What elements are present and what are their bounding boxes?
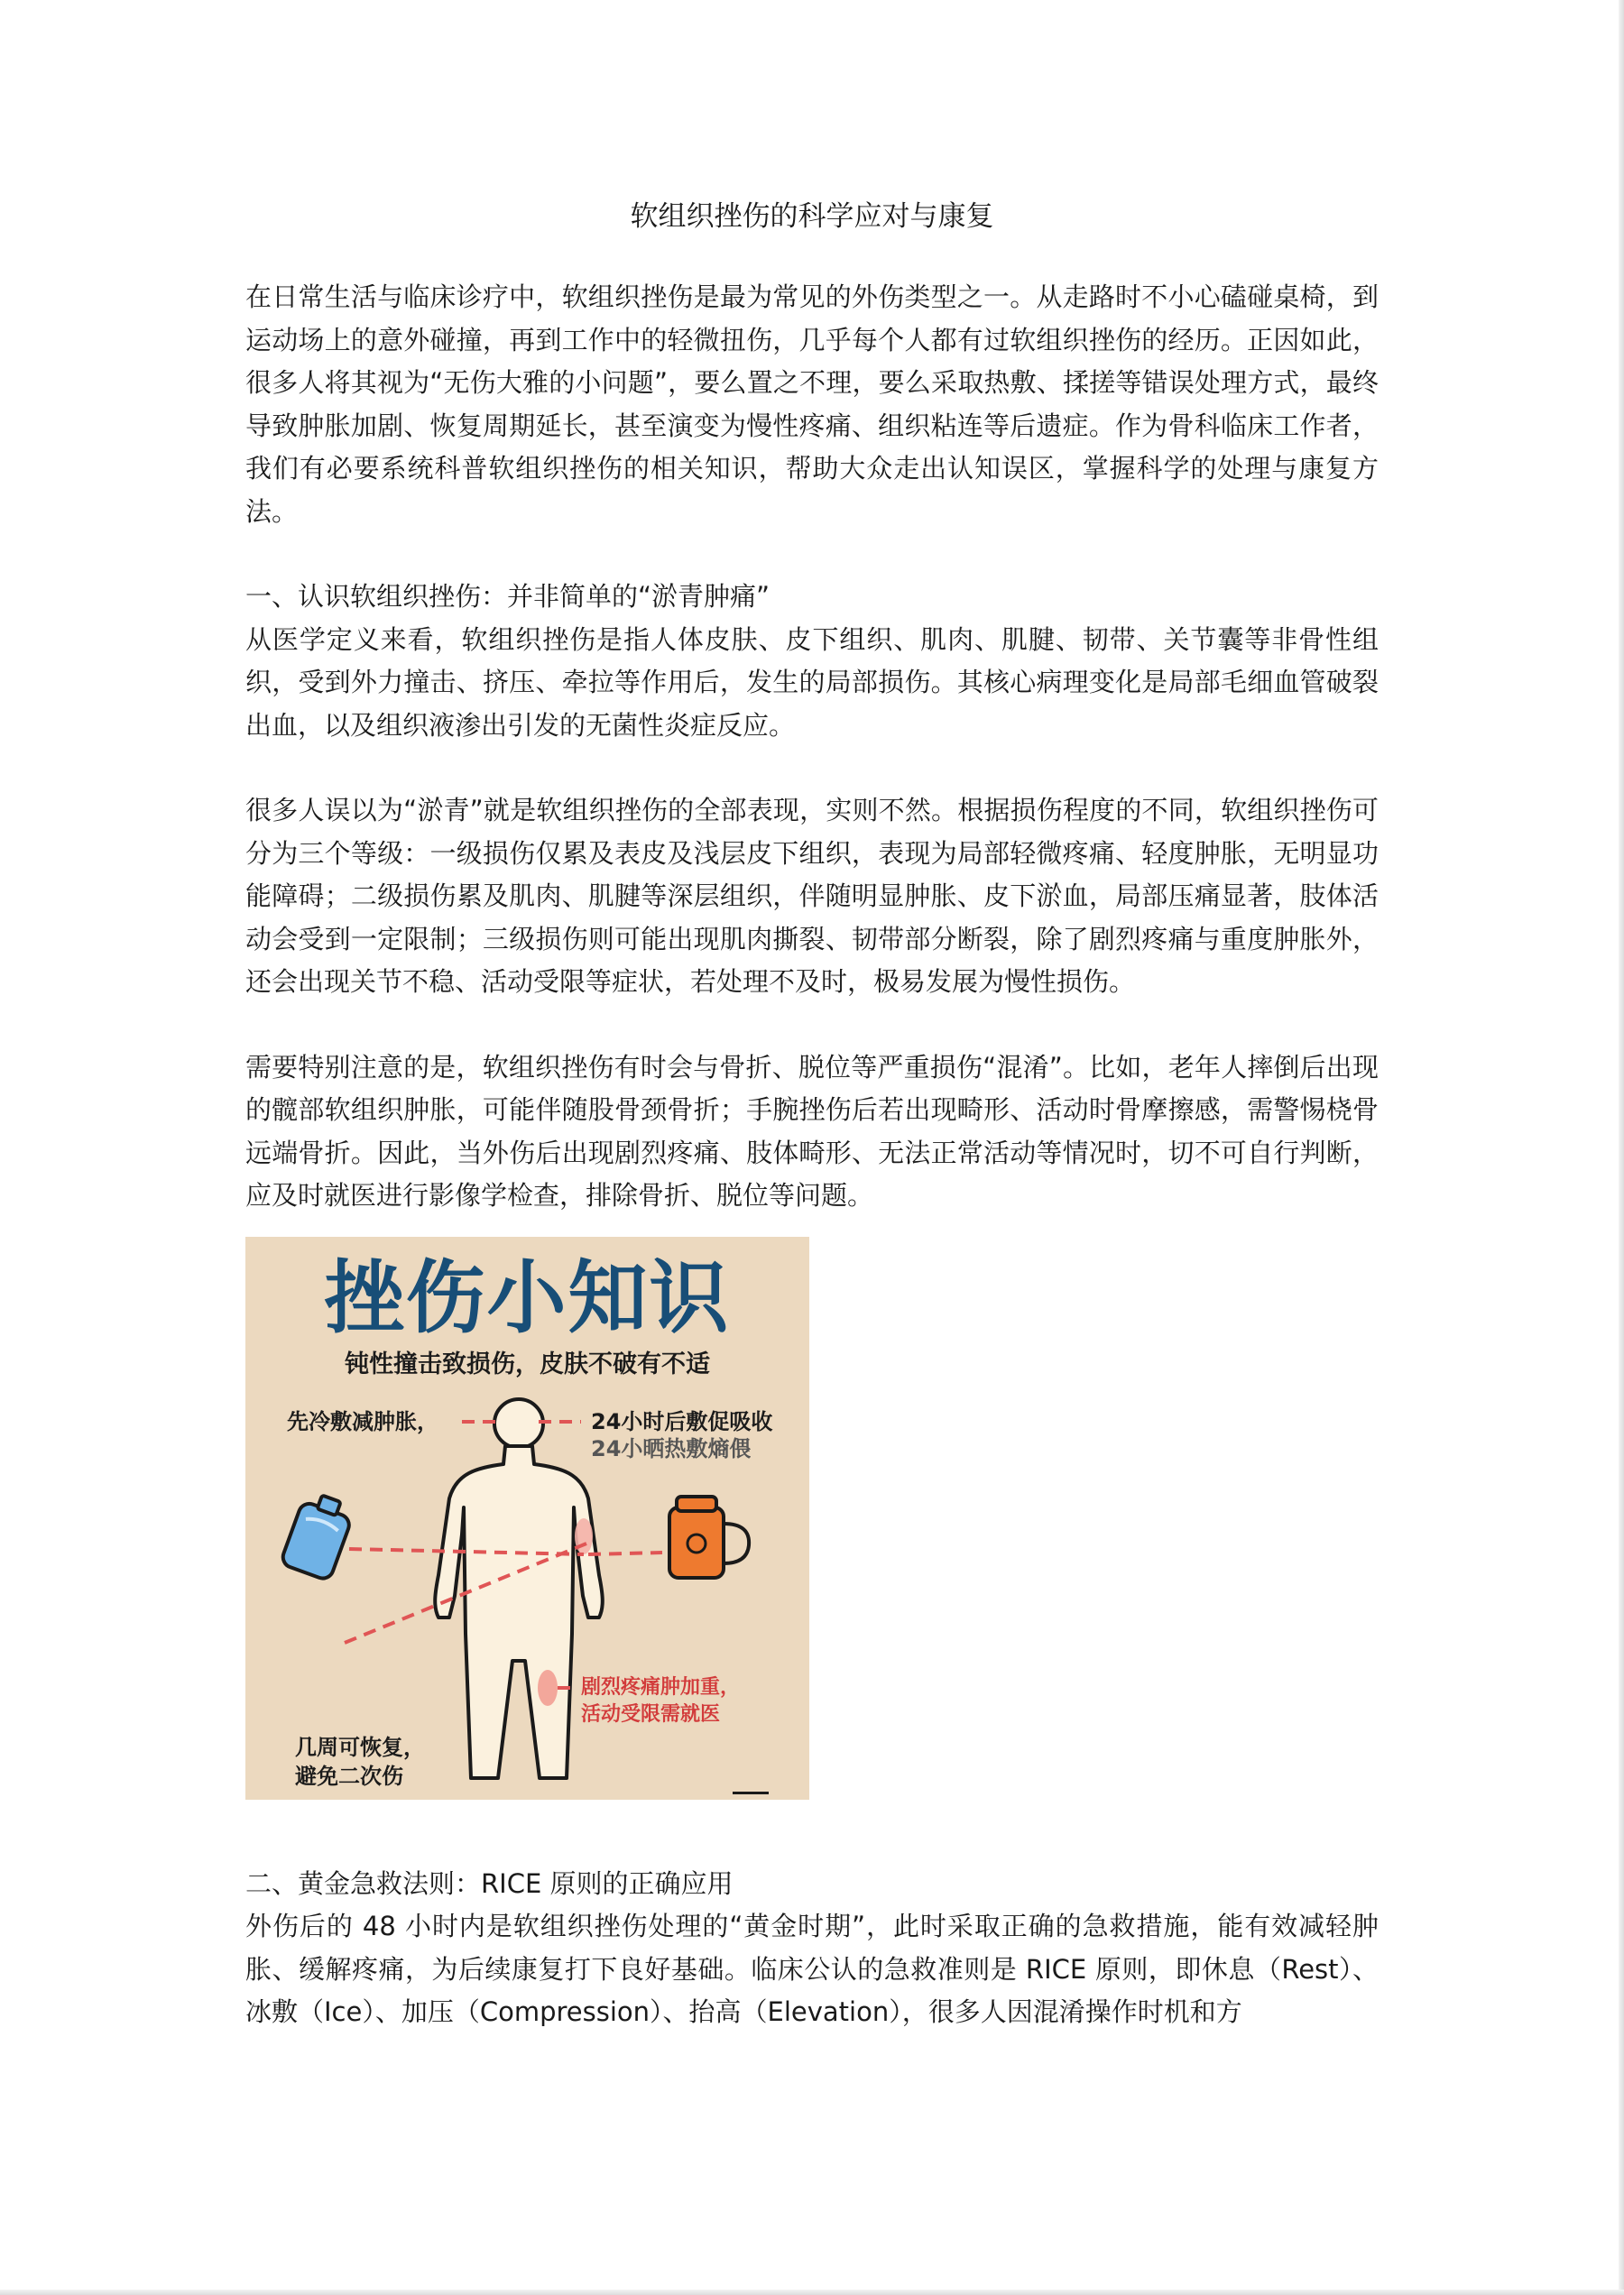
section-heading: 二、黄金急救法则：RICE 原则的正确应用 — [245, 1867, 734, 1899]
paragraph: 需要特别注意的是，软组织挫伤有时会与骨折、脱位等严重损伤“混淆”。比如，老年人摔倒后出现的髋部软组织肿胀，可能伴随股骨颈骨折；手腕挫伤后若出现畸形、活动时骨摩擦感，需警惕桡骨远端骨折。因此，当外伤后出现剧烈疼痛、肢体畸形、无法正常活动等情况时，切不可自行判断，应及时就医进行影像学检查，排除骨折、脱位等问题。 — [245, 1051, 1379, 1211]
page-edge — [1619, 0, 1624, 2295]
warning-label: 剧烈疼痛肿加重， — [581, 1675, 741, 1699]
injury-spot — [538, 1670, 558, 1706]
page-edge — [0, 2290, 1624, 2295]
section-heading: 一、认识软组织挫伤：并非简单的“淤青肿痛” — [245, 581, 770, 612]
hot-mug-icon — [669, 1497, 749, 1578]
infographic-title: 挫伤小知识 — [324, 1250, 731, 1344]
infographic-image — [245, 1237, 809, 1800]
warning-label-2: 活动受限需就医 — [581, 1702, 721, 1726]
cold-pack-icon — [280, 1489, 355, 1581]
warm-compress-label-2: 24小晒热敷熵偎 — [591, 1435, 752, 1461]
paragraph: 外伤后的 48 小时内是软组织挫伤处理的“黄金时期”，此时采取正确的急救措施，能有效减轻肿胀、缓解疼痛，为后续康复打下良好基础。临床公认的急救准则是 RICE 原则，即休息（Rest）、冰敷（Ice）、加压（Compression）、抬高（Elevation），很多人因混淆操作时机和方 — [245, 1911, 1379, 2027]
infographic-subtitle: 钝性撞击致损伤，皮肤不破有不适 — [345, 1350, 710, 1378]
paragraph: 很多人误以为“淤青”就是软组织挫伤的全部表现，实则不然。根据损伤程度的不同，软组织挫伤可分为三个等级：一级损伤仅累及表皮及浅层皮下组织，表现为局部轻微疼痛、轻度肿胀，无明显功能障碍；二级损伤累及肌肉、肌腱等深层组织，伴随明显肿胀、皮下淤血，局部压痛显著，肢体活动会受到一定限制；三级损伤则可能出现肌肉撕裂、韧带部分断裂，除了剧烈疼痛与重度肿胀外，还会出现关节不稳、活动受限等症状，若处理不及时，极易发展为慢性损伤。 — [245, 795, 1379, 997]
cold-compress-label: 先冷敷减肿胀， — [287, 1408, 438, 1434]
document-title: 软组织挫伤的科学应对与康复 — [630, 200, 994, 233]
warm-compress-label: 24小时后敷促吸收 — [591, 1408, 773, 1434]
recovery-label-2: 避免二次伤 — [295, 1763, 403, 1789]
document-page — [245, 185, 1379, 2077]
intro-paragraph: 在日常生活与临床诊疗中，软组织挫伤是最为常见的外伤类型之一。从走路时不小心磕碰桌椅，到运动场上的意外碰撞，再到工作中的轻微扭伤，几乎每个人都有过软组织挫伤的经历。正因如此，很多人将其视为“无伤大雅的小问题”，要么置之不理，要么采取热敷、揉搓等错误处理方式，最终导致肿胀加剧、恢复周期延长，甚至演变为慢性疼痛、组织粘连等后遗症。作为骨科临床工作者，我们有必要系统科普软组织挫伤的相关知识，帮助大众走出认知误区，掌握科学的处理与康复方法。 — [245, 281, 1379, 527]
divider — [733, 1792, 769, 1794]
human-body-icon — [435, 1399, 603, 1778]
paragraph: 从医学定义来看，软组织挫伤是指人体皮肤、皮下组织、肌肉、肌腱、韧带、关节囊等非骨性组织，受到外力撞击、挤压、牵拉等作用后，发生的局部损伤。其核心病理变化是局部毛细血管破裂出血，以及组织液渗出引发的无菌性炎症反应。 — [245, 623, 1379, 741]
recovery-label: 几周可恢复， — [295, 1734, 425, 1760]
